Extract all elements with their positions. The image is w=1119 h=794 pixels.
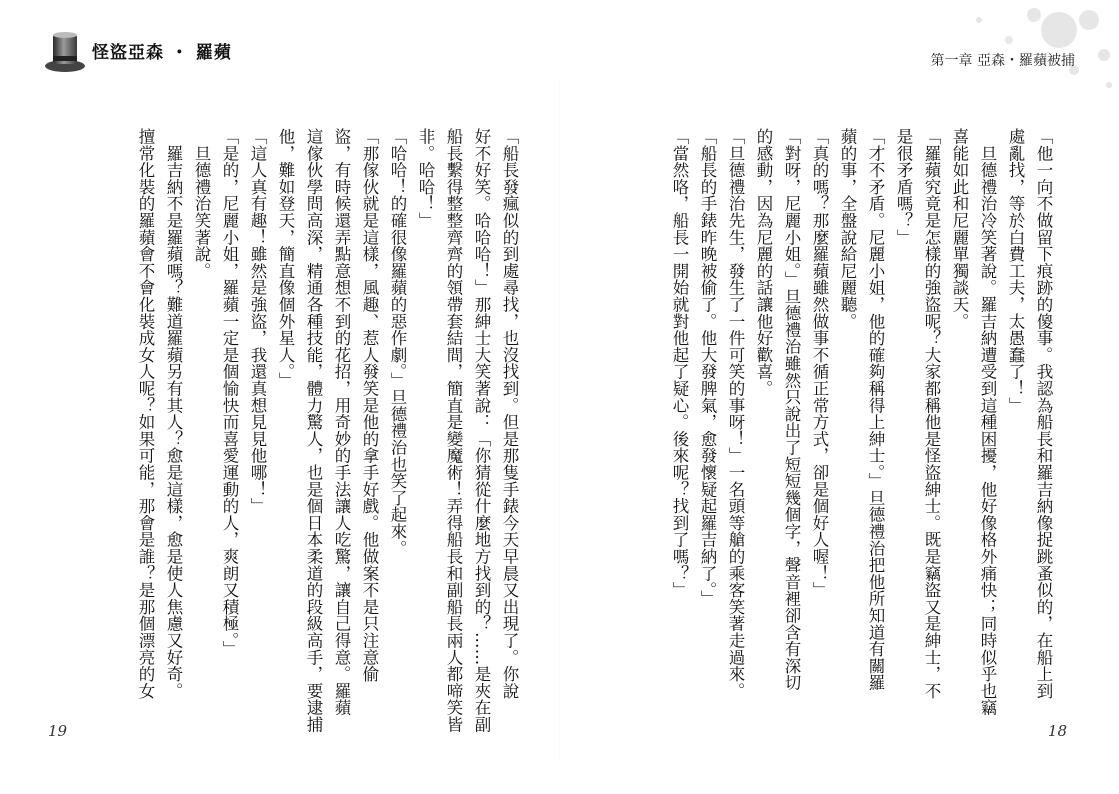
text-line: 盜，有時候還弄點意想不到的花招，用奇妙的手法讓人吃驚，讓自己得意。羅蘋 xyxy=(332,128,351,716)
text-line: 喜能如此和尼麗單獨談天。 xyxy=(950,128,969,330)
chapter-title: 第一章 亞森・羅蘋被捕 xyxy=(930,53,1075,69)
text-line: 好不好笑。哈哈哈！」那紳士大笑著說：「你猜從什麼地方找到的？……是夾在副 xyxy=(472,128,491,733)
text-line: 「真的嗎？那麼羅蘋雖然做事不循正常方式，卻是個好人喔！」 xyxy=(810,128,829,599)
text-line: 「他一向不做留下痕跡的傻事。我認為船長和羅吉納像捉跳蚤似的，在船上到 xyxy=(1034,128,1053,700)
text-line: 處亂找，等於白費工夫，太愚蠢了！」 xyxy=(1006,128,1025,414)
text-line: 「船長的手錶昨晚被偷了。他大發脾氣，愈發懷疑起羅吉納了。」 xyxy=(698,128,717,607)
text-line: 非。哈哈！」 xyxy=(416,128,435,229)
text-line: 「那傢伙就是這樣，風趣、惹人發笑是他的拿手好戲。他做案不是只注意偷 xyxy=(360,128,379,683)
text-line: 「這人真有趣！雖然是強盜，我還真想見見他哪！」 xyxy=(248,128,267,515)
book-title: 怪盜亞森 ・ 羅蘋 xyxy=(92,43,232,63)
text-line: 的感動，因為尼麗的話讓他好歡喜。 xyxy=(754,128,773,397)
page-gutter xyxy=(559,80,560,760)
text-line: 「羅蘋究竟是怎樣的強盜呢？大家都稱他是怪盜紳士。既是竊盜又是紳士，不 xyxy=(922,128,941,700)
top-hat-logo xyxy=(44,30,86,74)
text-line: 蘋的事，全盤說給尼麗聽。 xyxy=(838,128,857,330)
text-line: 「是的，尼麗小姐，羅蘋一定是個愉快而喜愛運動的人，爽朗又積極。」 xyxy=(220,128,239,658)
text-line: 船長繫得整整齊齊的領帶套結間，簡直是變魔術！弄得船長和副船長兩人都啼笑皆 xyxy=(444,128,463,733)
text-line: 「旦德禮治先生，發生了一件可笑的事呀！」一名頭等艙的乘客笑著走過來。 xyxy=(726,128,745,700)
text-line: 是很矛盾嗎？」 xyxy=(894,128,913,246)
text-line: 「對呀，尼麗小姐。」旦德禮治雖然只說出了短短幾個字，聲音裡卻含有深切 xyxy=(782,128,801,691)
left-page-text xyxy=(83,128,523,733)
text-line: 旦德禮治冷笑著說。羅吉納遭受到這種困擾，他好像格外痛快；同時似乎也竊 xyxy=(978,128,997,716)
page-number-right: 18 xyxy=(1047,722,1067,740)
text-line: 他，難如登天，簡直像個外星人。」 xyxy=(276,128,295,389)
text-line: 「船長發瘋似的到處尋找，也沒找到。但是那隻手錶今天早晨又出現了。你說 xyxy=(500,128,519,700)
text-line: 這傢伙學問高深，精通各種技能，體力驚人，也是個日本柔道的段級高手，要逮捕 xyxy=(304,128,323,733)
text-line: 「才不矛盾。尼麗小姐，他的確夠稱得上紳士。」旦德禮治把他所知道有關羅 xyxy=(866,128,885,691)
text-line: 「哈哈！的確很像羅蘋的惡作劇。」旦德禮治也笑了起來。 xyxy=(388,128,407,557)
text-line: 「當然咯，船長一開始就對他起了疑心。後來呢？找到了嗎？」 xyxy=(670,128,689,599)
page-number-left: 19 xyxy=(48,722,68,740)
text-line: 擅常化裝的羅蘋會不會化裝成女人呢？如果可能，那會是誰？是那個漂亮的女 xyxy=(136,128,155,700)
text-line: 旦德禮治笑著說。 xyxy=(192,128,211,280)
text-line: 羅吉納不是羅蘋嗎？難道羅蘋另有其人？愈是這樣，愈是使人焦慮又好奇。 xyxy=(164,128,183,700)
right-page-text xyxy=(577,128,1057,728)
